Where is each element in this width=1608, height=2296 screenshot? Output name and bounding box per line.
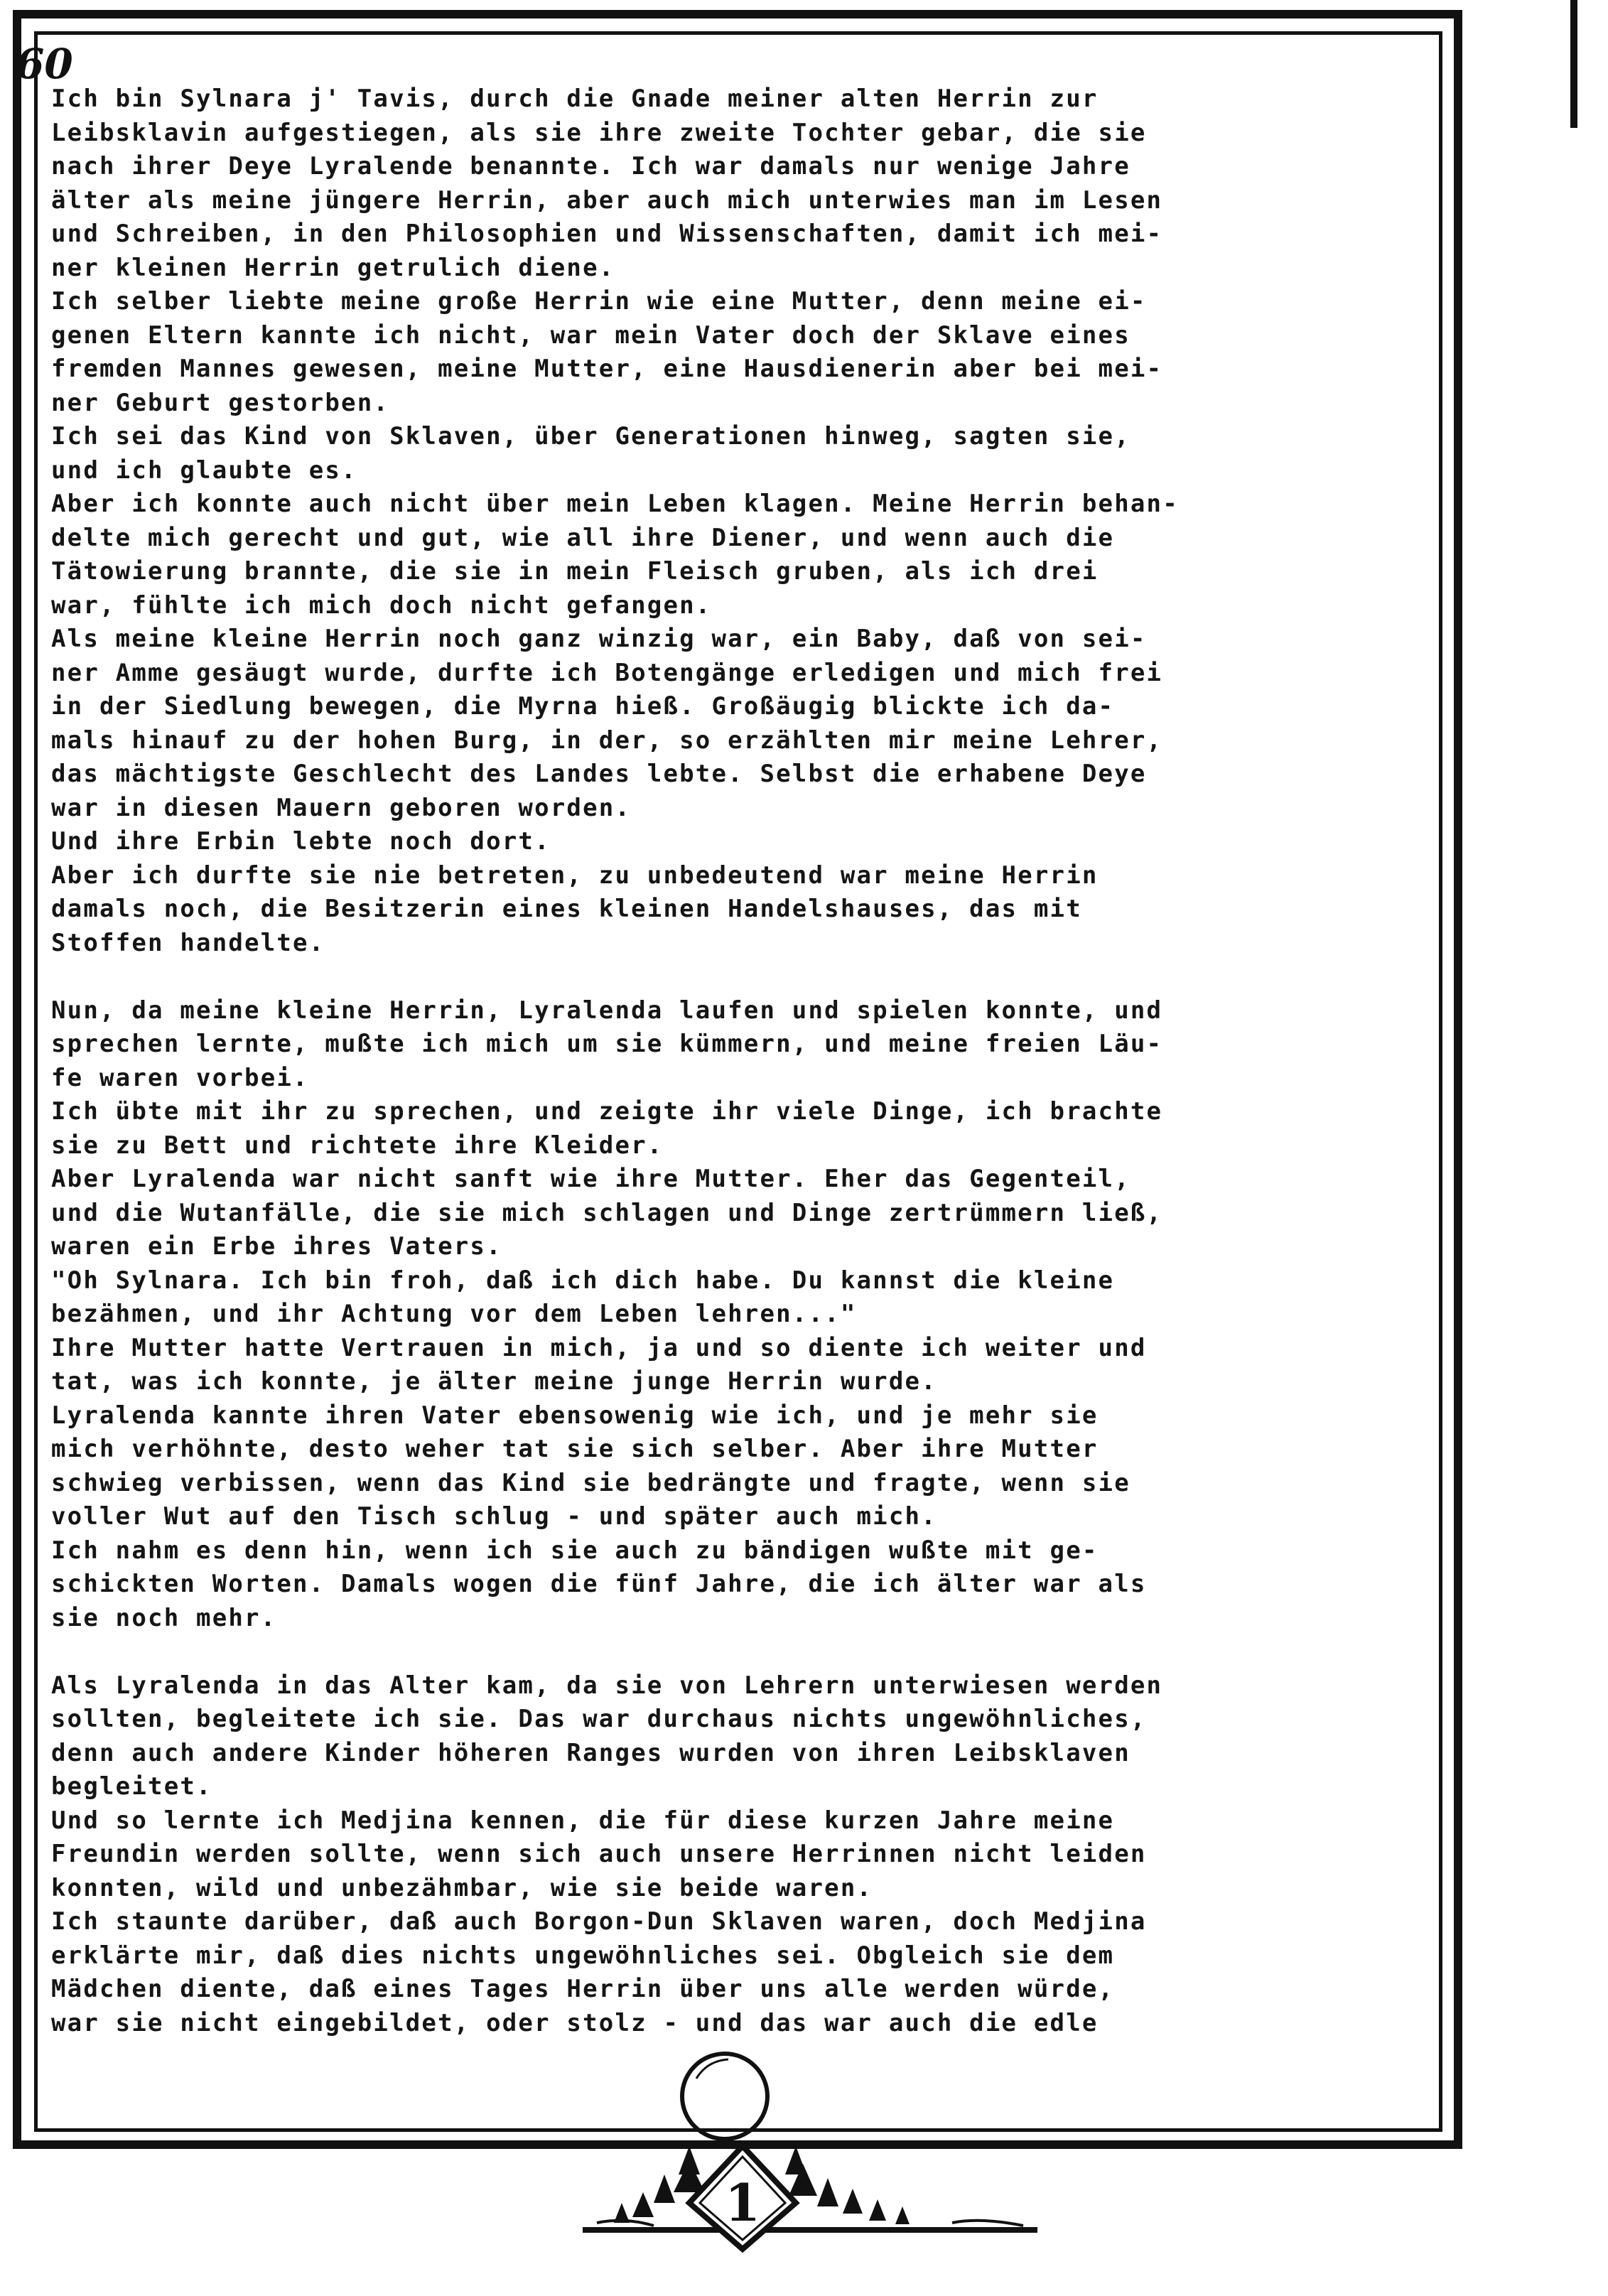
text-line: erklärte mir, daß dies nichts ungewöhnliches sei. Obgleich sie dem bbox=[51, 1941, 1115, 1970]
page-number: 60 bbox=[16, 40, 73, 88]
text-line: Aber Lyralenda war nicht sanft wie ihre Mutter. Eher das Gegenteil, bbox=[51, 1165, 1131, 1193]
text-line: in der Siedlung bewegen, die Myrna hieß. Großäugig blickte ich da- bbox=[51, 692, 1115, 721]
text-line: ner Geburt gestorben. bbox=[51, 388, 390, 417]
blank-line bbox=[51, 960, 1444, 994]
text-line: denn auch andere Kinder höheren Ranges wurden von ihren Leibsklaven bbox=[51, 1738, 1131, 1767]
text-line: Tätowierung brannte, die sie in mein Fleisch gruben, als ich drei bbox=[51, 557, 1099, 586]
text-line: Ich staunte darüber, daß auch Borgon-Dun Sklaven waren, doch Medjina bbox=[51, 1907, 1147, 1936]
text-line: Lyralenda kannte ihren Vater ebensowenig wie ich, und je mehr sie bbox=[51, 1401, 1099, 1430]
margin-line bbox=[1570, 0, 1577, 128]
text-line: konnten, wild und unbezähmbar, wie sie beide waren. bbox=[51, 1873, 873, 1902]
text-line: bezähmen, und ihr Achtung vor dem Leben lehren..." bbox=[51, 1300, 857, 1328]
text-line: das mächtigste Geschlecht des Landes lebte. Selbst die erhabene Deye bbox=[51, 760, 1147, 788]
text-line: sprechen lernte, mußte ich mich um sie kümmern, und meine freien Läu- bbox=[51, 1030, 1163, 1058]
text-line: nach ihrer Deye Lyralende benannte. Ich war damals nur wenige Jahre bbox=[51, 152, 1131, 180]
text-line: Aber ich durfte sie nie betreten, zu unbedeutend war meine Herrin bbox=[51, 861, 1099, 890]
text-line: Ich sei das Kind von Sklaven, über Generationen hinweg, sagten sie, bbox=[51, 422, 1131, 451]
text-line: fe waren vorbei. bbox=[51, 1063, 309, 1092]
text-line: Ich übte mit ihr zu sprechen, und zeigte ihr viele Dinge, ich brachte bbox=[51, 1097, 1163, 1126]
text-line: schwieg verbissen, wenn das Kind sie bedrängte und fragte, wenn sie bbox=[51, 1468, 1131, 1497]
text-line: sie noch mehr. bbox=[51, 1603, 277, 1632]
moon-forest-ornament bbox=[583, 2039, 1037, 2253]
text-line: Als Lyralenda in das Alter kam, da sie von Lehrern unterwiesen werden bbox=[51, 1671, 1163, 1700]
text-line: Nun, da meine kleine Herrin, Lyralenda laufen und spielen konnte, und bbox=[51, 996, 1163, 1025]
text-line: Freundin werden sollte, wenn sich auch unsere Herrinnen nicht leiden bbox=[51, 1840, 1147, 1868]
text-line: "Oh Sylnara. Ich bin froh, daß ich dich habe. Du kannst die kleine bbox=[51, 1266, 1115, 1295]
text-line: Als meine kleine Herrin noch ganz winzig war, ein Baby, daß von sei- bbox=[51, 625, 1147, 653]
text-line: Ihre Mutter hatte Vertrauen in mich, ja und so diente ich weiter und bbox=[51, 1333, 1147, 1362]
text-line: mich verhöhnte, desto weher tat sie sich selber. Aber ihre Mutter bbox=[51, 1435, 1099, 1463]
text-line: war sie nicht eingebildet, oder stolz - und das war auch die edle bbox=[51, 2008, 1099, 2037]
text-line: ner Amme gesäugt wurde, durfte ich Botengänge erledigen und mich frei bbox=[51, 658, 1163, 687]
text-line: und Schreiben, in den Philosophien und Wissenschaften, damit ich mei- bbox=[51, 220, 1163, 248]
text-line: fremden Mannes gewesen, meine Mutter, eine Hausdienerin aber bei mei- bbox=[51, 355, 1163, 383]
text-line: mals hinauf zu der hohen Burg, in der, so erzählten mir meine Lehrer, bbox=[51, 726, 1163, 755]
text-line: Mädchen diente, daß eines Tages Herrin über uns alle werden würde, bbox=[51, 1975, 1115, 2003]
text-line: und ich glaubte es. bbox=[51, 456, 357, 485]
text-line: begleitet. bbox=[51, 1772, 212, 1801]
text-line: Und so lernte ich Medjina kennen, die für diese kurzen Jahre meine bbox=[51, 1806, 1115, 1835]
text-line: damals noch, die Besitzerin eines kleinen Handelshauses, das mit bbox=[51, 895, 1082, 923]
text-line: ner kleinen Herrin getrulich diene. bbox=[51, 253, 615, 282]
text-line: Leibsklavin aufgestiegen, als sie ihre zweite Tochter gebar, die sie bbox=[51, 118, 1147, 147]
story-text bbox=[51, 82, 1444, 2040]
trees-left-icon bbox=[614, 2146, 705, 2223]
text-line: Und ihre Erbin lebte noch dort. bbox=[51, 827, 551, 856]
ornament-glyph: 1 bbox=[724, 2172, 761, 2233]
trees-right-icon bbox=[785, 2146, 910, 2224]
text-line: älter als meine jüngere Herrin, aber auch mich unterwies man im Lesen bbox=[51, 185, 1163, 215]
text-line: war, fühlte ich mich doch nicht gefangen. bbox=[51, 591, 712, 620]
text-line: delte mich gerecht und gut, wie all ihre Diener, und wenn auch die bbox=[51, 523, 1115, 552]
text-line: war in diesen Mauern geboren worden. bbox=[51, 793, 632, 822]
text-line: voller Wut auf den Tisch schlug - und später auch mich. bbox=[51, 1502, 937, 1531]
text-line: Ich bin Sylnara j' Tavis, durch die Gnade meiner alten Herrin zur bbox=[51, 85, 1099, 113]
blank-line bbox=[51, 1635, 1444, 1669]
text-line: schickten Worten. Damals wogen die fünf Jahre, die ich älter war als bbox=[51, 1570, 1147, 1598]
moon-icon bbox=[682, 2054, 767, 2139]
text-line: und die Wutanfälle, die sie mich schlagen und Dinge zertrümmern ließ, bbox=[51, 1198, 1163, 1227]
text-line: genen Eltern kannte ich nicht, war mein Vater doch der Sklave eines bbox=[51, 320, 1131, 350]
text-line: tat, was ich konnte, je älter meine junge Herrin wurde. bbox=[51, 1367, 937, 1396]
text-line: Aber ich konnte auch nicht über mein Leben klagen. Meine Herrin behan- bbox=[51, 490, 1179, 518]
text-line: Ich selber liebte meine große Herrin wie eine Mutter, denn meine ei- bbox=[51, 287, 1147, 316]
text-line: Stoffen handelte. bbox=[51, 928, 325, 957]
text-line: sollten, begleitete ich sie. Das war durchaus nichts ungewöhnliches, bbox=[51, 1705, 1147, 1733]
text-line: waren ein Erbe ihres Vaters. bbox=[51, 1232, 502, 1261]
text-line: Ich nahm es denn hin, wenn ich sie auch zu bändigen wußte mit ge- bbox=[51, 1536, 1099, 1565]
text-line: sie zu Bett und richtete ihre Kleider. bbox=[51, 1131, 664, 1160]
